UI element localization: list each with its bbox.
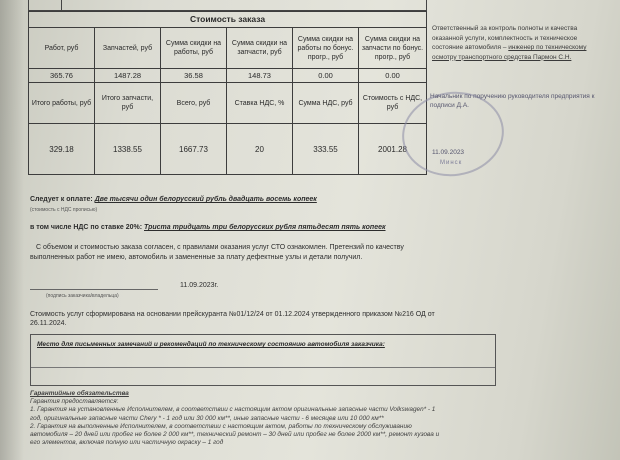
vat-line (30, 224, 386, 231)
customer-signature-caption: (подпись заказчика/владельца) (46, 293, 119, 299)
value-discount-parts: 148.73 (227, 69, 293, 83)
payment-amount-words: Две тысячи один белорусский рубль двадцать восемь копеек (94, 196, 317, 203)
remarks-label: Место для письменных замечаний и рекомендаций по техническому состоянию автомобиля заказчика: (37, 341, 385, 348)
guarantee-section (30, 390, 590, 447)
header-bonus-works: Сумма скидки на работы по бонус. прогр., руб (293, 28, 359, 69)
header-parts: Запчастей, руб (95, 28, 161, 69)
payment-amount-note: (стоимость с НДС прописью) (30, 207, 98, 213)
responsible-text: Ответственный за контроль полноты и качества оказанной услуги, комплектность и техническое состояние автомобиля – (432, 25, 578, 51)
payment-line (30, 196, 317, 203)
cost-table-title: Стоимость заказа (29, 12, 427, 28)
vat-words: Триста тридцать три белорусских рубля пятьдесят пять копеек (144, 224, 386, 231)
responsible-name: инженер по техническому осмотру транспортного средства Пармон С.Н. (432, 44, 587, 61)
pricing-note-line-2: 26.11.2024. (30, 320, 67, 327)
agreement-date: 11.09.2023г. (180, 282, 219, 289)
customer-signature-line (30, 289, 158, 290)
header-vat-rate: Ставка НДС, % (227, 83, 293, 124)
value-total: 1667.73 (161, 124, 227, 175)
guarantee-item-1a: 1. Гарантия на установленные Исполнителем, в соответствии с настоящим актом оригинальные запасные части Volkswagen* - 1 (30, 406, 436, 414)
guarantee-item-2a: 2. Гарантия на выполненные Исполнителем, в соответствии с настоящим актом, работы по техническому обслуживанию (30, 422, 412, 430)
previous-table-row (28, 0, 427, 11)
guarantee-item-1b: год, оригинальные запасные части Chery * - 1 год или 30 000 км**, иные запасные части - 6 месяцев или 10 000 км** (30, 414, 384, 422)
pricing-note-line-1: Стоимость услуг сформирована на основании прейскуранта №01/12/24 от 01.12.2024 утвержденного приказом №216 ОД от (30, 311, 435, 318)
value-bonus-works: 0.00 (293, 69, 359, 83)
guarantee-item-2c: его элементов, включая полную или частичную окраску – 1 год (30, 439, 224, 447)
header-discount-works: Сумма скидки на работы, руб (161, 28, 227, 69)
header-cost-with-vat: Стоимость с НДС, руб (359, 83, 427, 124)
header-bonus-parts: Сумма скидки на запчасти по бонус. прогр., руб (359, 28, 427, 69)
manager-signature-text: Начальник по поручению руководителя предприятия к подписи Д.А. (430, 93, 595, 109)
stamp-city: Минск (440, 160, 463, 166)
value-bonus-parts: 0.00 (359, 69, 427, 83)
signature-date: 11.09.2023 (432, 149, 465, 156)
order-cost-table (28, 11, 427, 175)
payment-label: Следует к оплате: (30, 196, 93, 203)
header-discount-parts: Сумма скидки на запчасти, руб (227, 28, 293, 69)
page-shadow (0, 0, 24, 460)
responsible-person (432, 24, 610, 62)
agreement-line-1: С объемом и стоимостью заказа согласен, с правилами оказания услуг СТО ознакомлен. Претензий по качеству (36, 244, 404, 251)
header-total-parts: Итого запчасти, руб (95, 83, 161, 124)
value-vat-rate: 20 (227, 124, 293, 175)
value-total-parts: 1338.55 (95, 124, 161, 175)
guarantee-subtitle: Гарантия предоставляется: (30, 398, 119, 406)
guarantee-item-2b: автомобиля – 20 дней или пробег не более 2 000 км**, технический ремонт – 30 дней или пробег не более 2000 км**, ремонт кузова и (30, 431, 440, 439)
header-total: Всего, руб (161, 83, 227, 124)
value-vat-sum: 333.55 (293, 124, 359, 175)
value-parts: 1487.28 (95, 69, 161, 83)
header-works: Работ, руб (29, 28, 95, 69)
guarantee-title: Гарантийные обязательства (30, 390, 129, 397)
vat-label: в том числе НДС по ставке 20%: (30, 224, 143, 231)
value-total-works: 329.18 (29, 124, 95, 175)
value-cost-with-vat: 2001.28 (359, 124, 427, 175)
value-works: 365.76 (29, 69, 95, 83)
header-total-works: Итого работы, руб (29, 83, 95, 124)
remarks-box (30, 334, 496, 386)
header-vat-sum: Сумма НДС, руб (293, 83, 359, 124)
value-discount-works: 36.58 (161, 69, 227, 83)
agreement-line-2: выполненных работ не имею, автомобиль и замененные за плату дефектные узлы и детали получил. (30, 254, 363, 261)
